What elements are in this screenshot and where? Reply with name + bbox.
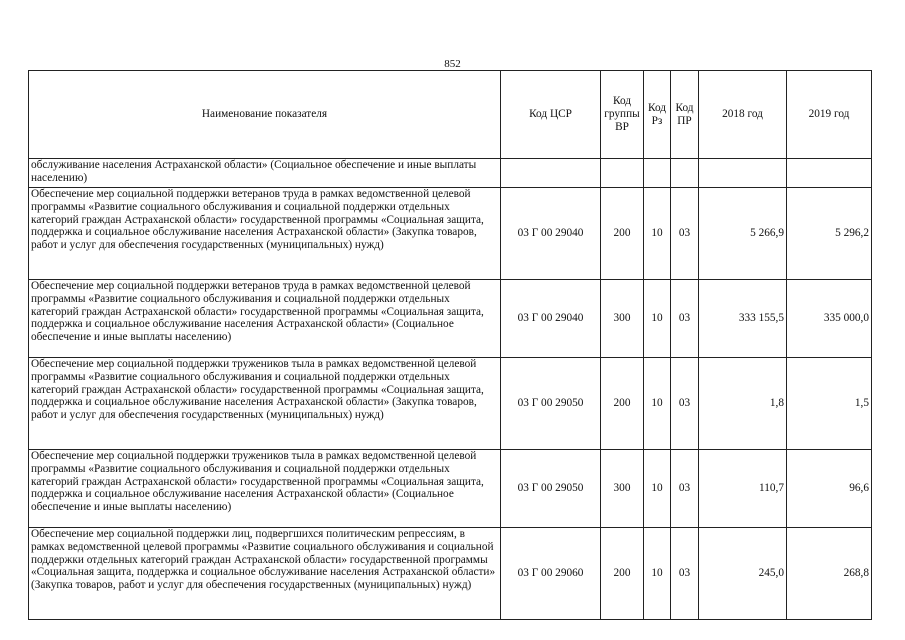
cell-2019: 268,8: [787, 528, 872, 620]
header-2019: 2019 год: [787, 71, 872, 159]
table-row: [29, 280, 872, 358]
cell-name: обслуживание населения Астраханской области» (Социальное обеспечение и иные выплаты населению): [29, 159, 501, 188]
cell-rz: 10: [644, 188, 671, 280]
cell-vr: 300: [601, 280, 644, 358]
table-row: [29, 450, 872, 528]
cell-pr: 03: [671, 358, 699, 450]
cell-vr: 300: [601, 450, 644, 528]
cell-rz: [644, 159, 671, 188]
cell-vr: 200: [601, 188, 644, 280]
cell-2019: 335 000,0: [787, 280, 872, 358]
header-2018: 2018 год: [699, 71, 787, 159]
cell-2019: 5 296,2: [787, 188, 872, 280]
cell-csr: 03 Г 00 29050: [501, 358, 601, 450]
cell-2018: 333 155,5: [699, 280, 787, 358]
cell-rz: 10: [644, 450, 671, 528]
cell-pr: 03: [671, 528, 699, 620]
cell-csr: 03 Г 00 29060: [501, 528, 601, 620]
header-pr: Код ПР: [671, 71, 699, 159]
cell-2018: 1,8: [699, 358, 787, 450]
cell-rz: 10: [644, 280, 671, 358]
cell-vr: 200: [601, 528, 644, 620]
cell-name: Обеспечение мер социальной поддержки тружеников тыла в рамках ведомственной целевой программы «Развитие социального обслуживания и социальной поддержки отдельных категорий граждан Астраханской области» государственной программы «Социальная защита, поддержка и социальное обслуживание населения Астраханской области» (Закупка товаров, работ и услуг для обеспечения государственных (муниципальных) нужд): [29, 358, 501, 450]
cell-rz: 10: [644, 528, 671, 620]
table-row: [29, 358, 872, 450]
cell-pr: 03: [671, 188, 699, 280]
table-row: [29, 528, 872, 620]
cell-pr: [671, 159, 699, 188]
cell-2018: 245,0: [699, 528, 787, 620]
budget-table: [28, 70, 872, 620]
cell-name: Обеспечение мер социальной поддержки тружеников тыла в рамках ведомственной целевой программы «Развитие социального обслуживания и социальной поддержки отдельных категорий граждан Астраханской области» государственной программы «Социальная защита, поддержка и социальное обслуживание населения Астраханской области» (Социальное обеспечение и иные выплаты населению): [29, 450, 501, 528]
cell-pr: 03: [671, 280, 699, 358]
table-row: [29, 188, 872, 280]
cell-2018: 5 266,9: [699, 188, 787, 280]
header-vr: Код группы ВР: [601, 71, 644, 159]
cell-name: Обеспечение мер социальной поддержки ветеранов труда в рамках ведомственной целевой программы «Развитие социального обслуживания и социальной поддержки отдельных категорий граждан Астраханской области» государственной программы «Социальная защита, поддержка и социальное обслуживание населения Астраханской области» (Социальное обеспечение и иные выплаты населению): [29, 280, 501, 358]
page-number: 852: [444, 58, 461, 70]
cell-rz: 10: [644, 358, 671, 450]
cell-name: Обеспечение мер социальной поддержки лиц, подвергшихся политическим репрессиям, в рамках ведомственной целевой программы «Развитие социального обслуживания и социальной поддержки отдельных категорий граждан Астраханской области» государственной программы «Социальная защита, поддержка и социальное обслуживание населения Астраханской области» (Закупка товаров, работ и услуг для обеспечения государственных (муниципальных) нужд): [29, 528, 501, 620]
cell-name: Обеспечение мер социальной поддержки ветеранов труда в рамках ведомственной целевой программы «Развитие социального обслуживания и социальной поддержки отдельных категорий граждан Астраханской области» государственной программы «Социальная защита, поддержка и социальное обслуживание населения Астраханской области» (Закупка товаров, работ и услуг для обеспечения государственных (муниципальных) нужд): [29, 188, 501, 280]
cell-csr: [501, 159, 601, 188]
cell-2019: 1,5: [787, 358, 872, 450]
cell-csr: 03 Г 00 29040: [501, 280, 601, 358]
cell-2018: 110,7: [699, 450, 787, 528]
header-name: Наименование показателя: [29, 71, 501, 159]
cell-csr: 03 Г 00 29040: [501, 188, 601, 280]
cell-vr: [601, 159, 644, 188]
cell-2018: [699, 159, 787, 188]
table-row-continuation: [29, 159, 872, 188]
cell-csr: 03 Г 00 29050: [501, 450, 601, 528]
cell-pr: 03: [671, 450, 699, 528]
header-csr: Код ЦСР: [501, 71, 601, 159]
cell-2019: [787, 159, 872, 188]
cell-vr: 200: [601, 358, 644, 450]
header-rz: Код Рз: [644, 71, 671, 159]
table-header-row: [29, 71, 872, 159]
cell-2019: 96,6: [787, 450, 872, 528]
